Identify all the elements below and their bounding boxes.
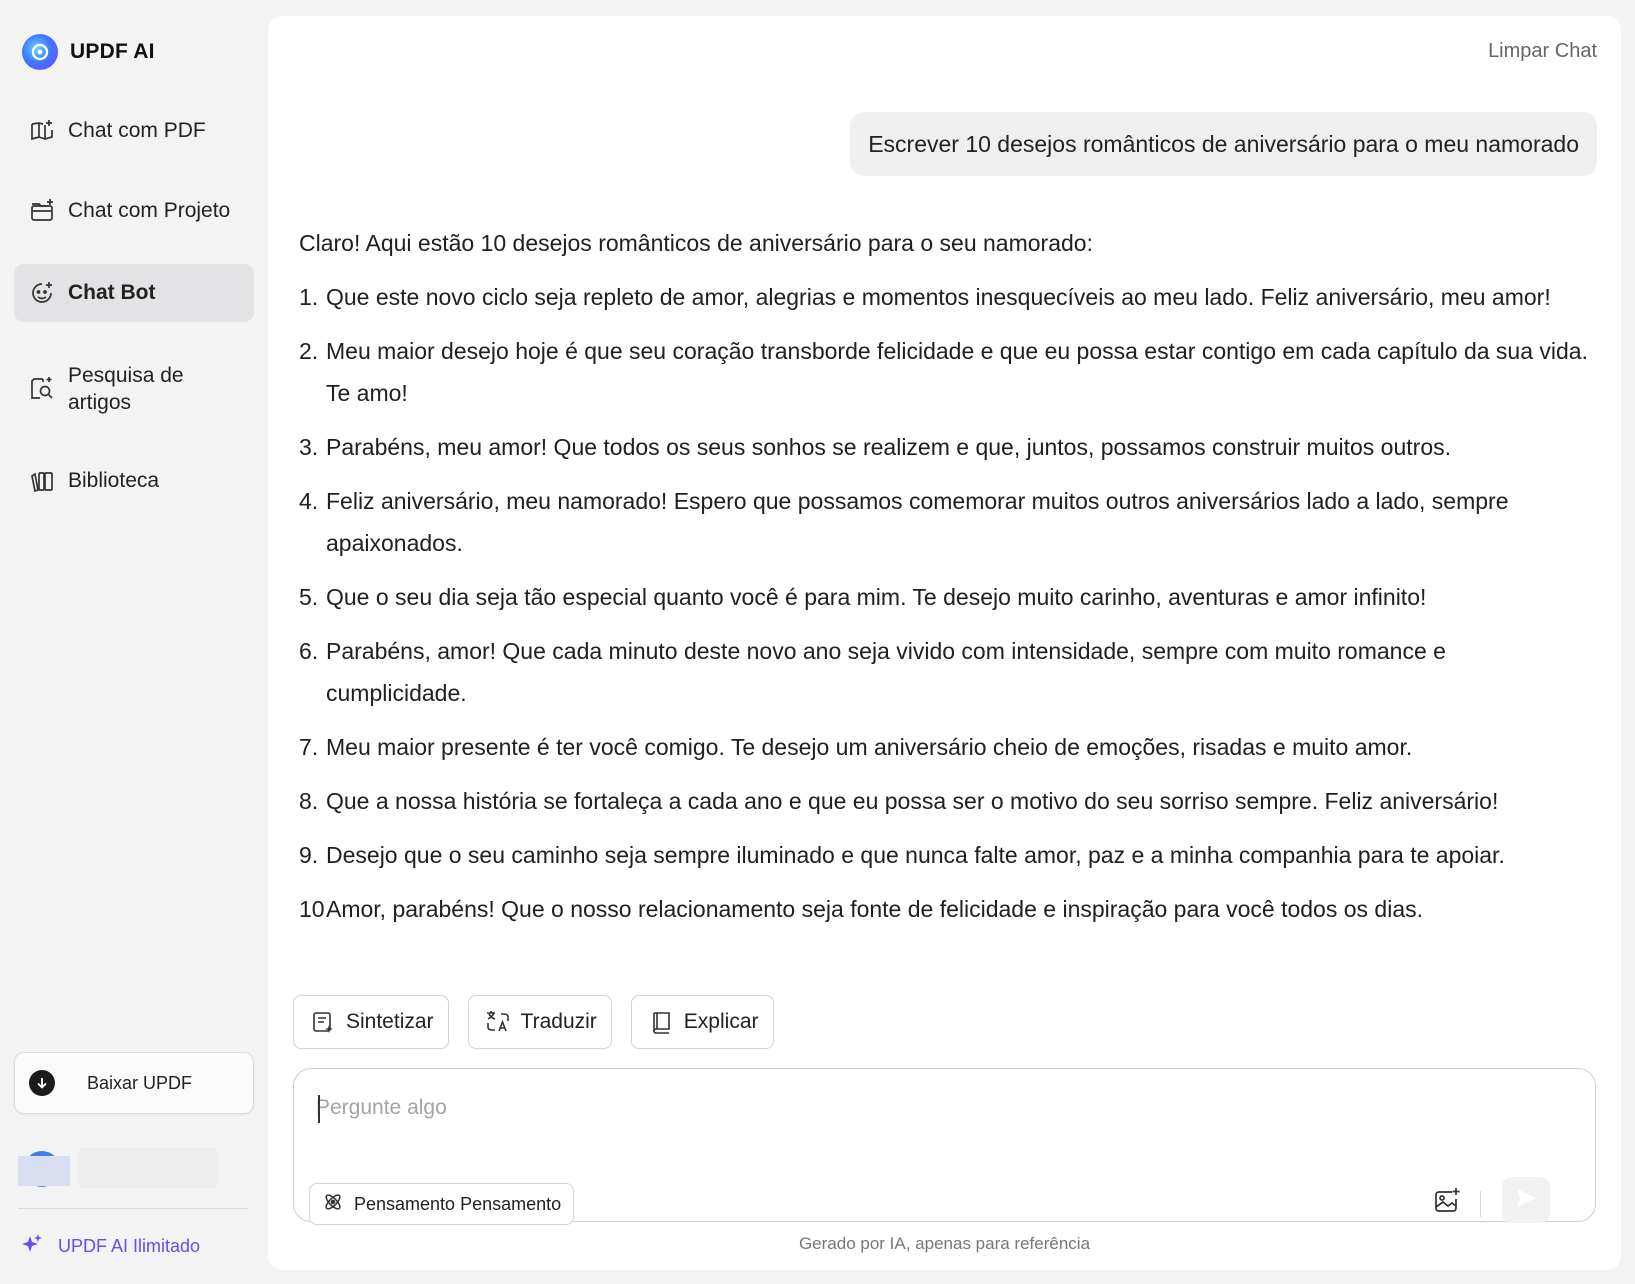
image-upload-icon[interactable]	[1432, 1186, 1462, 1216]
sidebar-item-biblioteca[interactable]	[14, 452, 254, 510]
upgrade-label: UPDF AI Ilimitado	[58, 1236, 201, 1256]
bot-face-icon	[28, 279, 56, 307]
chat-panel	[268, 16, 1621, 1270]
document-search-icon	[28, 375, 56, 403]
assistant-reply	[299, 222, 1589, 942]
list-item: 6. Parabéns, amor! Que cada minuto deste novo ano seja vivido com intensidade, sempre com muito romance e cumplicidade.	[299, 638, 1446, 706]
text-cursor	[318, 1095, 320, 1123]
sidebar-item-chat-com-projeto[interactable]	[14, 182, 254, 240]
user-message-text: Escrever 10 desejos românticos de aniversário para o meu namorado	[868, 130, 1579, 157]
sidebar-item-label: Chat com PDF	[68, 119, 206, 142]
book-sparkle-icon	[28, 117, 56, 145]
updf-logo-icon	[22, 34, 58, 70]
user-account[interactable]	[18, 1148, 218, 1190]
thinking-toggle-button[interactable]	[309, 1183, 574, 1225]
thinking-label: Pensamento Pensamento	[354, 1193, 562, 1214]
sidebar-item-label: Biblioteca	[68, 469, 160, 492]
ai-disclaimer: Gerado por IA, apenas para referência	[798, 1234, 1091, 1253]
download-icon	[29, 1070, 55, 1096]
list-item: 1. Que este novo ciclo seja repleto de amor, alegrias e momentos inesquecíveis ao meu lado. Feliz aniversário, meu amor!	[299, 284, 1551, 310]
download-updf-button[interactable]	[14, 1052, 254, 1114]
message-composer	[293, 1068, 1596, 1222]
explain-label: Explicar	[683, 1010, 759, 1033]
list-item: 10 Amor, parabéns! Que o nosso relacionamento seja fonte de felicidade e inspiração para você todos os dias.	[299, 896, 1424, 922]
list-item: 4. Feliz aniversário, meu namorado! Espero que possamos comemorar muitos outros aniversários lado a lado, sempre apaixonados.	[299, 488, 1509, 556]
divider	[1480, 1191, 1481, 1217]
sidebar-item-pesquisa-de-artigos[interactable]	[14, 349, 254, 429]
sparkle-icon	[20, 1232, 44, 1261]
user-message-bubble	[850, 112, 1597, 176]
library-icon	[28, 467, 56, 495]
translate-button[interactable]	[468, 995, 612, 1049]
sidebar-item-label: Pesquisa de artigos	[68, 364, 184, 414]
summarize-label: Sintetizar	[346, 1010, 434, 1033]
reply-intro: Claro! Aqui estão 10 desejos românticos de aniversário para o seu namorado:	[299, 230, 1093, 256]
translate-icon	[485, 1009, 511, 1035]
clear-chat-button[interactable]: Limpar Chat	[1488, 40, 1597, 62]
sidebar-item-chat-com-pdf[interactable]	[14, 102, 254, 160]
redacted-username	[78, 1148, 218, 1188]
sidebar-item-chat-bot[interactable]	[14, 264, 254, 322]
list-item: 2. Meu maior desejo hoje é que seu coração transborde felicidade e que eu possa estar contigo em cada capítulo da sua vida. Te amo!	[299, 338, 1588, 406]
list-item: 7. Meu maior presente é ter você comigo. Te desejo um aniversário cheio de emoções, risadas e muito amor.	[299, 734, 1413, 760]
sidebar-item-label: Chat Bot	[68, 281, 156, 304]
brand[interactable]	[22, 32, 155, 72]
divider	[18, 1208, 248, 1209]
send-icon	[1514, 1186, 1538, 1215]
list-item: 3. Parabéns, meu amor! Que todos os seus sonhos se realizem e que, juntos, possamos construir muitos outros.	[299, 434, 1452, 460]
wish-list	[299, 276, 1589, 930]
sidebar	[0, 0, 268, 1284]
folder-sparkle-icon	[28, 197, 56, 225]
explain-button[interactable]	[631, 995, 774, 1049]
redacted-area	[18, 1156, 70, 1186]
list-item: 5. Que o seu dia seja tão especial quanto você é para mim. Te desejo muito carinho, aventuras e amor infinito!	[299, 584, 1427, 610]
reply-actions	[293, 995, 774, 1049]
prompt-input[interactable]	[316, 1091, 1516, 1125]
list-item: 8. Que a nossa história se fortaleça a cada ano e que eu possa ser o motivo do seu sorriso sempre. Feliz aniversário!	[299, 788, 1499, 814]
summarize-button[interactable]	[293, 995, 449, 1049]
send-button[interactable]	[1502, 1177, 1550, 1223]
book-icon	[648, 1009, 674, 1035]
summarize-icon	[310, 1009, 336, 1035]
upgrade-link[interactable]	[20, 1232, 200, 1261]
brand-title: UPDF AI	[70, 40, 155, 63]
download-label: Baixar UPDF	[87, 1072, 193, 1093]
atom-icon	[322, 1191, 344, 1218]
list-item: 9. Desejo que o seu caminho seja sempre iluminado e que nunca falte amor, paz e a minha companhia para te apoiar.	[299, 842, 1505, 868]
sidebar-item-label: Chat com Projeto	[68, 199, 231, 222]
translate-label: Traduzir	[520, 1010, 597, 1033]
